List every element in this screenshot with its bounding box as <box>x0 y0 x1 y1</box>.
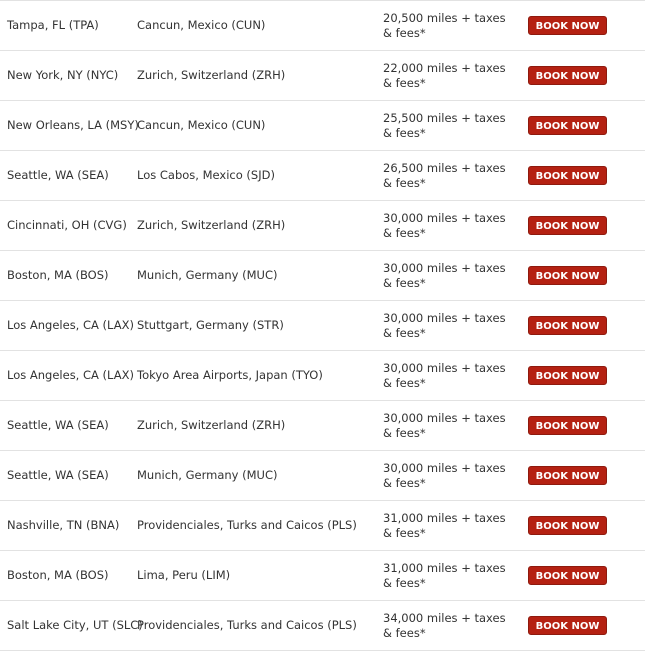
table-row <box>0 551 645 601</box>
miles-price: 26,500 miles + taxes & fees* <box>383 160 506 190</box>
book-now-button[interactable]: BOOK NOW <box>528 66 607 85</box>
origin-city: Boston, MA (BOS) <box>7 268 109 282</box>
book-now-button[interactable]: BOOK NOW <box>528 466 607 485</box>
book-now-button[interactable]: BOOK NOW <box>528 516 607 535</box>
miles-price: 30,000 miles + taxes & fees* <box>383 310 506 340</box>
book-now-button[interactable]: BOOK NOW <box>528 616 607 635</box>
miles-price: 30,000 miles + taxes & fees* <box>383 210 506 240</box>
origin-city: Boston, MA (BOS) <box>7 568 109 582</box>
table-row <box>0 151 645 201</box>
destination-city: Providenciales, Turks and Caicos (PLS) <box>137 518 357 532</box>
book-now-button[interactable]: BOOK NOW <box>528 166 607 185</box>
origin-city: Seattle, WA (SEA) <box>7 168 109 182</box>
origin-city: Seattle, WA (SEA) <box>7 418 109 432</box>
book-cell <box>528 351 608 400</box>
book-cell <box>528 201 608 250</box>
destination-city: Zurich, Switzerland (ZRH) <box>137 68 286 82</box>
book-now-button[interactable]: BOOK NOW <box>528 416 607 435</box>
miles-price: 30,000 miles + taxes & fees* <box>383 360 506 390</box>
table-row <box>0 301 645 351</box>
book-cell <box>528 101 608 150</box>
destination-city: Lima, Peru (LIM) <box>137 568 231 582</box>
table-row <box>0 51 645 101</box>
book-now-button[interactable]: BOOK NOW <box>528 366 607 385</box>
destination-city: Cancun, Mexico (CUN) <box>137 118 266 132</box>
origin-city: Seattle, WA (SEA) <box>7 468 109 482</box>
table-row <box>0 201 645 251</box>
miles-price: 22,000 miles + taxes & fees* <box>383 60 506 90</box>
destination-city: Zurich, Switzerland (ZRH) <box>137 218 286 232</box>
destination-city: Cancun, Mexico (CUN) <box>137 18 266 32</box>
book-now-button[interactable]: BOOK NOW <box>528 566 607 585</box>
book-cell <box>528 401 608 450</box>
miles-price: 30,000 miles + taxes & fees* <box>383 410 506 440</box>
destination-city: Munich, Germany (MUC) <box>137 468 278 482</box>
book-cell <box>528 601 608 650</box>
book-cell <box>528 301 608 350</box>
miles-price: 31,000 miles + taxes & fees* <box>383 560 506 590</box>
destination-city: Los Cabos, Mexico (SJD) <box>137 168 275 182</box>
table-row <box>0 451 645 501</box>
destination-city: Munich, Germany (MUC) <box>137 268 278 282</box>
book-now-button[interactable]: BOOK NOW <box>528 16 607 35</box>
table-row <box>0 401 645 451</box>
destination-city: Tokyo Area Airports, Japan (TYO) <box>137 368 323 382</box>
book-now-button[interactable]: BOOK NOW <box>528 116 607 135</box>
miles-price: 34,000 miles + taxes & fees* <box>383 610 506 640</box>
destination-city: Zurich, Switzerland (ZRH) <box>137 418 286 432</box>
table-row <box>0 501 645 551</box>
book-cell <box>528 451 608 500</box>
book-cell <box>528 51 608 100</box>
book-now-button[interactable]: BOOK NOW <box>528 316 607 335</box>
origin-city: New York, NY (NYC) <box>7 68 119 82</box>
book-cell <box>528 151 608 200</box>
miles-price: 25,500 miles + taxes & fees* <box>383 110 506 140</box>
origin-city: Tampa, FL (TPA) <box>7 18 99 32</box>
table-row <box>0 251 645 301</box>
destination-city: Providenciales, Turks and Caicos (PLS) <box>137 618 357 632</box>
book-cell <box>528 501 608 550</box>
book-now-button[interactable]: BOOK NOW <box>528 266 607 285</box>
origin-city: Los Angeles, CA (LAX) <box>7 318 134 332</box>
table-row <box>0 601 645 651</box>
destination-city: Stuttgart, Germany (STR) <box>137 318 284 332</box>
origin-city: Cincinnati, OH (CVG) <box>7 218 127 232</box>
book-cell <box>528 551 608 600</box>
miles-price: 30,000 miles + taxes & fees* <box>383 260 506 290</box>
table-row <box>0 351 645 401</box>
miles-price: 30,000 miles + taxes & fees* <box>383 460 506 490</box>
book-cell <box>528 1 608 50</box>
origin-city: Los Angeles, CA (LAX) <box>7 368 134 382</box>
miles-price: 20,500 miles + taxes & fees* <box>383 10 506 40</box>
table-row <box>0 1 645 51</box>
table-row <box>0 101 645 151</box>
miles-price: 31,000 miles + taxes & fees* <box>383 510 506 540</box>
origin-city: Salt Lake City, UT (SLC) <box>7 618 143 632</box>
origin-city: New Orleans, LA (MSY) <box>7 118 139 132</box>
origin-city: Nashville, TN (BNA) <box>7 518 120 532</box>
book-now-button[interactable]: BOOK NOW <box>528 216 607 235</box>
book-cell <box>528 251 608 300</box>
